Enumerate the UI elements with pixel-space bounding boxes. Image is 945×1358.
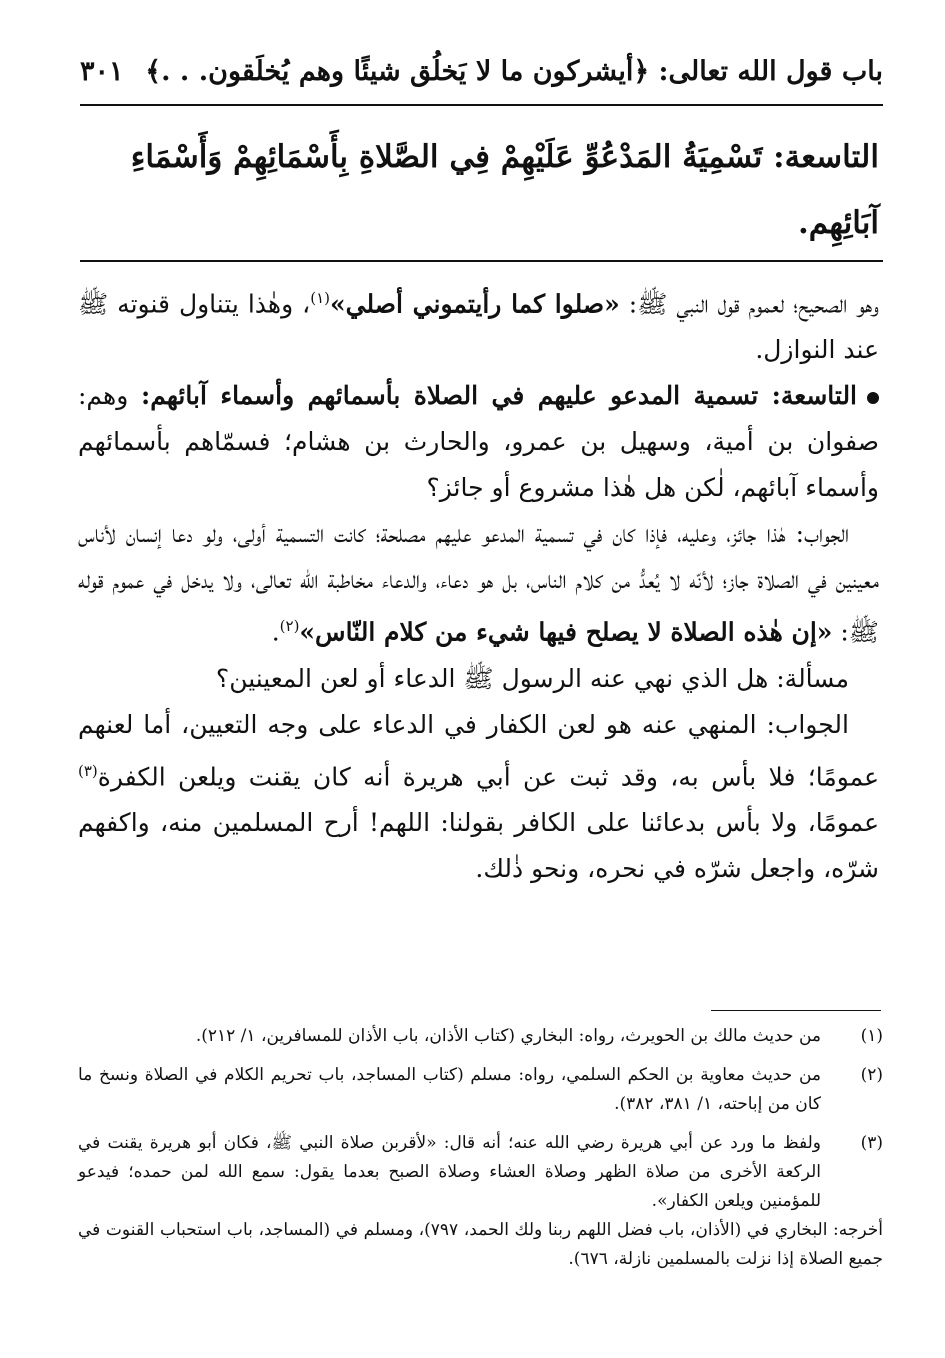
paragraph-4 — [78, 656, 879, 702]
commentary — [78, 275, 879, 892]
footnote-1 — [78, 1022, 883, 1051]
footnote-text: من حديث معاوية بن الحكم السلمي، رواه: مسلم (كتاب المساجد، باب تحريم الكلام في الصلاة ونسخ ما كان من إباحته، ١/ ٣٨١، ٣٨٢). — [78, 1065, 821, 1114]
footnotes — [78, 1022, 883, 1274]
paragraph-text: وهو الصحيح؛ لعموم قول النبي ﷺ: — [619, 289, 879, 319]
matn-text — [78, 124, 879, 256]
matn-body: تَسْمِيَةُ المَدْعُوِّ عَلَيْهِمْ فِي الصَّلاةِ بِأَسْمَائِهِمْ وَأَسْمَاءِ آبَائِهِم. — [130, 139, 879, 241]
footnote-number: (٣) — [860, 1133, 883, 1153]
hadith-quote: «إن هٰذه الصلاة لا يصلح فيها شيء من كلام النّاس» — [299, 617, 833, 647]
footnote-text: من حديث مالك بن الحويرث، رواه: البخاري (كتاب الأذان، باب الأذان للمسافرين، ١/ ٢١٢). — [195, 1026, 821, 1046]
running-header — [80, 46, 883, 96]
paragraph-2 — [78, 373, 879, 511]
paragraph-text: الجواب: المنهي عنه هو لعن الكفار في الدعاء على وجه التعيين، أما لعنهم عمومًا؛ فلا بأس به، وقد ثبت عن أبي هريرة أنه كان يقنت ويلعن الكفرة — [78, 709, 879, 791]
footnote-text: ولفظ ما ورد عن أبي هريرة رضي الله عنه؛ أنه قال: «لأقربن صلاة النبي ﷺ، فكان أبو هريرة يقنت في الركعة الأخرى من صلاة الظهر وصلاة العشاء وصلاة الصبح بعدما يقول: سمع الله لمن حمده؛ فيدعو للمؤمنين ويلعن الكفار». — [78, 1133, 821, 1211]
paragraph-1 — [78, 275, 879, 373]
footnote-3 — [78, 1129, 883, 1216]
footnote-ref: (١) — [310, 289, 330, 307]
footnote-ref: (٢) — [279, 617, 300, 636]
matn-label: التاسعة: — [773, 139, 879, 175]
paragraph-text: مسألة: هل الذي نهي عنه الرسول ﷺ الدعاء أو لعن المعينين؟ — [215, 663, 849, 693]
footnote-number: (٢) — [860, 1065, 883, 1085]
paragraph-text: وهم: صفوان بن أمية، وسهيل بن عمرو، والحارث بن هشام؛ فسمّاهم بأسمائهم وأسماء آبائهم، لٰكن هل هٰذا مشروع أو جائز؟ — [78, 381, 879, 503]
page-number: ٣٠١ — [80, 55, 124, 87]
paragraph-3 — [78, 511, 879, 655]
footnote-3-continuation: أخرجه: البخاري في (الأذان، باب فضل اللهم ربنا ولك الحمد، ٧٩٧)، ومسلم في (المساجد، باب استحباب القنوت في جميع الصلاة إذا نزلت بالمسلمين نازلة، ٦٧٦). — [78, 1220, 884, 1269]
header-divider — [80, 104, 883, 106]
paragraph-text: الجواب: هٰذا جائز، وعليه، فإذا كان في تسمية المدعو عليهم مصلحة؛ كانت التسمية أولى، ولو دعا إنسان لأناس معينين في الصلاة جاز؛ لأنّه لا يُعدُّ من كلام الناس، بل هو دعاء، والدعاء مخاطبة الله تعالى، ولا يدخل في عموم قوله ﷺ: — [78, 519, 879, 647]
paragraph-text: عمومًا، ولا بأس بدعائنا على الكافر بقولنا: اللهم! أرح المسلمين منه، واكفهم شرّه، واجعل شرّه في نحره، ونحو ذٰلك. — [78, 807, 879, 883]
bullet-icon — [867, 392, 879, 404]
footnote-2 — [78, 1061, 883, 1119]
footnote-divider — [711, 1010, 881, 1011]
matn-divider — [80, 260, 883, 262]
chapter-title: باب قول الله تعالى: ﴿أيشركون ما لا يَخلُق شيئًا وهم يُخلَقون. . .﴾ — [145, 55, 883, 87]
paragraph-text: . — [271, 617, 280, 647]
footnote-number: (١) — [860, 1026, 883, 1046]
paragraph-text: ، وهٰذا يتناول قنوته ﷺ عند النوازل. — [78, 289, 879, 365]
paragraph-5 — [78, 702, 879, 892]
section-heading: التاسعة: تسمية المدعو عليهم في الصلاة بأسمائهم وأسماء آبائهم: — [141, 381, 858, 411]
footnote-ref: (٣) — [78, 761, 98, 780]
hadith-quote: «صلوا كما رأيتموني أصلي» — [330, 289, 620, 319]
